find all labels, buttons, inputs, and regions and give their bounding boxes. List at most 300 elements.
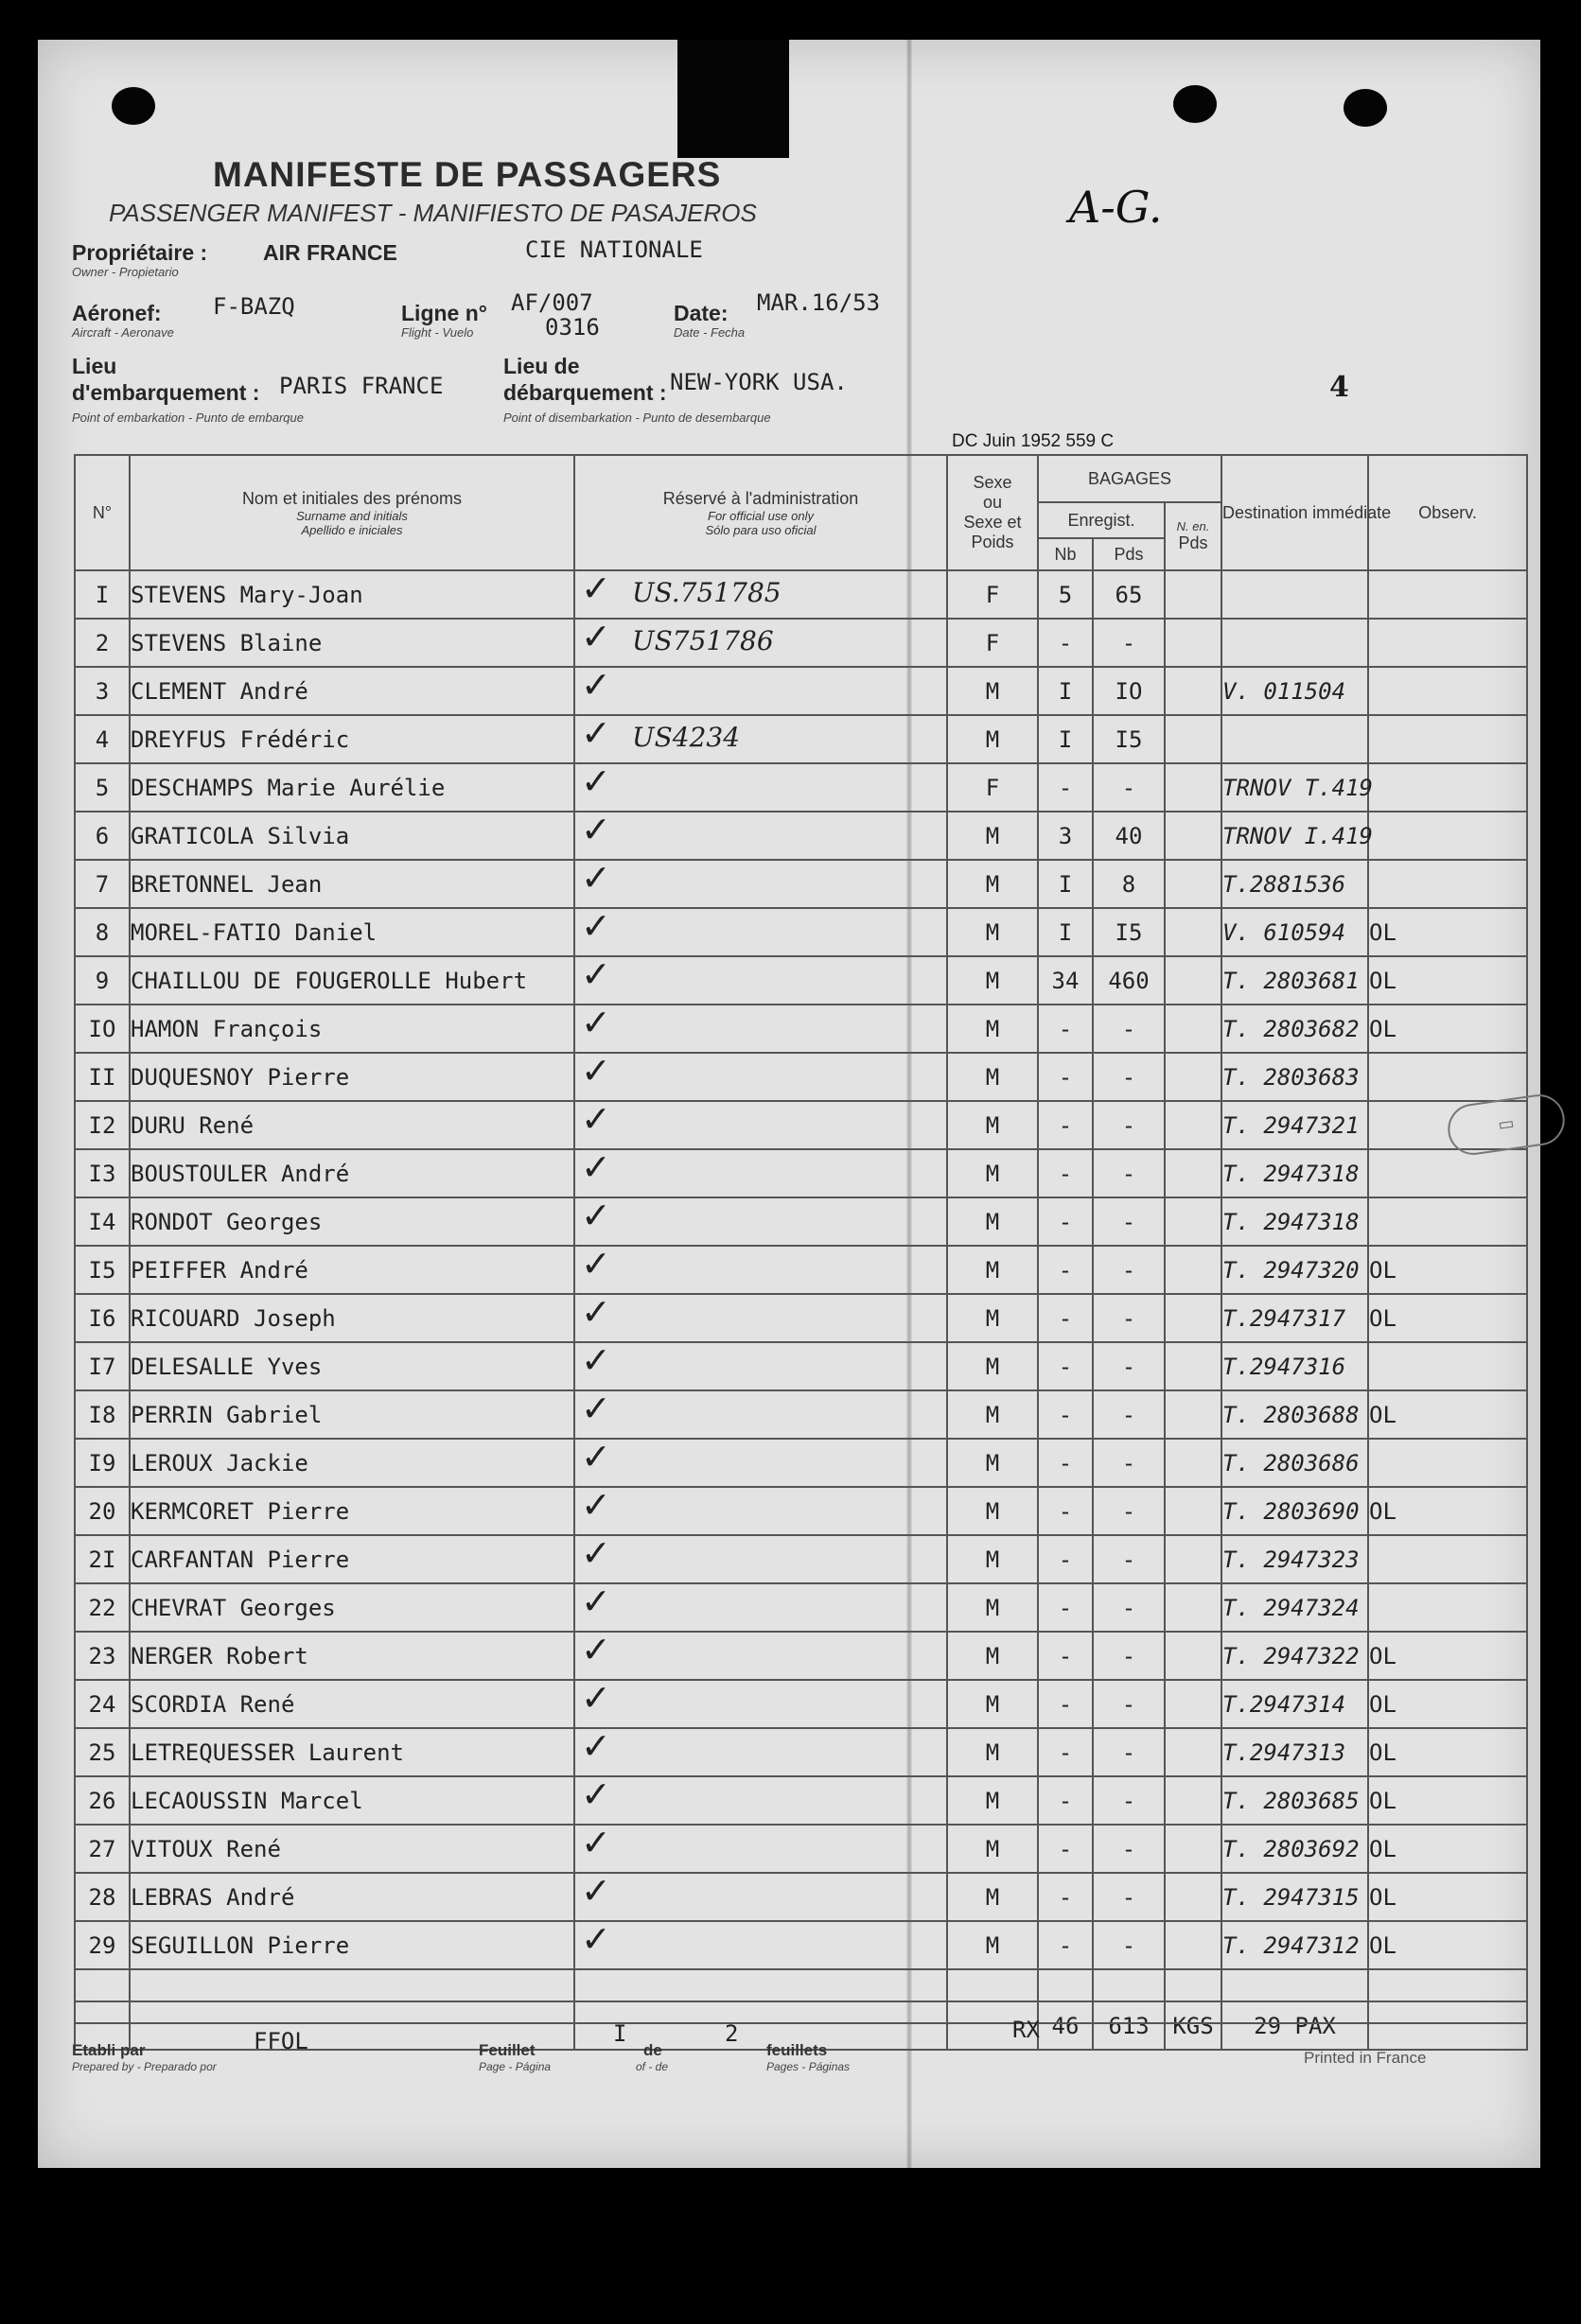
ink-stamp: ▭: [1445, 1092, 1568, 1159]
passenger-row: [75, 1005, 1527, 1053]
passenger-row: [75, 1921, 1527, 1969]
check-mark-icon: ✓: [581, 1002, 611, 1043]
passenger-observation: [1368, 763, 1527, 812]
passenger-sex: F: [947, 619, 1038, 667]
passenger-destination: [1221, 570, 1368, 619]
baggage-count: 34: [1038, 956, 1093, 1005]
passenger-destination: T. 2803686: [1221, 1439, 1368, 1487]
passenger-row: [75, 1873, 1527, 1921]
check-mark-icon: ✓: [581, 664, 611, 706]
col-header-observ: Observ.: [1368, 455, 1527, 570]
passenger-reserve: [574, 1583, 947, 1632]
prepared-by-value: FFOL: [254, 2028, 308, 2054]
check-mark-icon: ✓: [581, 1725, 611, 1767]
total-bag-count: 46: [1038, 2001, 1093, 2050]
baggage-unregistered: [1165, 908, 1221, 956]
baggage-count: I: [1038, 908, 1093, 956]
passenger-name: RICOUARD Joseph: [130, 1294, 574, 1342]
baggage-count: -: [1038, 619, 1093, 667]
baggage-weight: -: [1093, 1680, 1165, 1728]
baggage-unregistered: [1165, 1776, 1221, 1825]
punch-hole: [1173, 85, 1217, 123]
passenger-destination: TRNOV T.419: [1221, 763, 1368, 812]
baggage-count: -: [1038, 1053, 1093, 1101]
passenger-row: [75, 1583, 1527, 1632]
baggage-count: -: [1038, 1487, 1093, 1535]
passenger-reserve: [574, 1776, 947, 1825]
passenger-reserve: [574, 1050, 947, 1101]
disembark-label-2: débarquement :: [503, 380, 667, 405]
passenger-sex: M: [947, 1921, 1038, 1969]
baggage-weight: -: [1093, 1921, 1165, 1969]
reserve-value: US.751785: [632, 577, 782, 608]
owner-typed: CIE NATIONALE: [525, 236, 703, 263]
passenger-name: SCORDIA René: [130, 1680, 574, 1728]
passenger-number: 28: [75, 1873, 130, 1921]
passenger-destination: T. 2947321: [1221, 1101, 1368, 1149]
passenger-number: 8: [75, 908, 130, 956]
baggage-weight: -: [1093, 1005, 1165, 1053]
disembark-label-1: Lieu de: [503, 354, 580, 378]
baggage-count: I: [1038, 860, 1093, 908]
passenger-reserve: [574, 1629, 947, 1680]
passenger-destination: T.2947314: [1221, 1680, 1368, 1728]
passenger-sex: M: [947, 1342, 1038, 1390]
passenger-number: II: [75, 1053, 130, 1101]
disembark-sublabel: Point of disembarkation - Punto de desembarque: [503, 411, 771, 425]
passenger-observation: [1368, 715, 1527, 763]
passenger-reserve: [574, 1822, 947, 1873]
check-mark-icon: ✓: [581, 1098, 611, 1140]
baggage-weight: I5: [1093, 715, 1165, 763]
passenger-sex: M: [947, 812, 1038, 860]
passenger-observation: [1368, 1149, 1527, 1197]
aircraft-value: F-BAZQ: [213, 293, 295, 320]
baggage-unregistered: [1165, 1680, 1221, 1728]
passenger-sex: M: [947, 1053, 1038, 1101]
passenger-number: I5: [75, 1246, 130, 1294]
baggage-count: -: [1038, 1294, 1093, 1342]
passenger-row: [75, 956, 1527, 1005]
passenger-sex: M: [947, 1487, 1038, 1535]
passenger-reserve: [574, 712, 947, 763]
passenger-reserve: [574, 1436, 947, 1487]
passenger-reserve: [574, 953, 947, 1005]
passenger-reserve: [574, 857, 947, 908]
passenger-destination: T. 2947312: [1221, 1921, 1368, 1969]
baggage-unregistered: [1165, 1921, 1221, 1969]
passenger-number: 5: [75, 763, 130, 812]
passenger-observation: OL: [1368, 1728, 1527, 1776]
passenger-destination: V. 610594: [1221, 908, 1368, 956]
passenger-destination: T. 2803685: [1221, 1776, 1368, 1825]
passenger-reserve: [574, 1532, 947, 1583]
passenger-number: 2I: [75, 1535, 130, 1583]
passenger-row: [75, 1632, 1527, 1680]
check-mark-icon: ✓: [581, 1918, 611, 1960]
passenger-reserve: [574, 1098, 947, 1149]
reserve-value: US4234: [632, 722, 741, 753]
col-header-nb: Nb: [1038, 538, 1093, 570]
passenger-name: DURU René: [130, 1101, 574, 1149]
date-label: Date:: [674, 301, 729, 325]
passenger-destination: TRNOV I.419: [1221, 812, 1368, 860]
passenger-name: VITOUX René: [130, 1825, 574, 1873]
embark-sublabel: Point of embarkation - Punto de embarque: [72, 411, 304, 425]
passenger-sex: M: [947, 1005, 1038, 1053]
passenger-name: LETREQUESSER Laurent: [130, 1728, 574, 1776]
passenger-destination: T. 2947324: [1221, 1583, 1368, 1632]
passenger-number: I3: [75, 1149, 130, 1197]
passenger-reserve: [574, 1243, 947, 1294]
col-header-bagages: BAGAGES: [1038, 455, 1221, 502]
baggage-count: -: [1038, 1921, 1093, 1969]
check-mark-icon: ✓: [581, 1195, 611, 1236]
rx-mark: RX: [1012, 2017, 1040, 2043]
baggage-unregistered: [1165, 860, 1221, 908]
check-mark-icon: ✓: [581, 1870, 611, 1912]
baggage-count: I: [1038, 667, 1093, 715]
passenger-reserve: [574, 570, 947, 619]
baggage-unregistered: [1165, 1439, 1221, 1487]
baggage-count: -: [1038, 1246, 1093, 1294]
baggage-count: -: [1038, 763, 1093, 812]
passenger-row: [75, 1053, 1527, 1101]
passenger-sex: M: [947, 860, 1038, 908]
passenger-reserve: [574, 1339, 947, 1390]
check-mark-icon: ✓: [581, 1050, 611, 1092]
baggage-unregistered: [1165, 956, 1221, 1005]
passenger-row: [75, 715, 1527, 763]
owner-value: AIR FRANCE: [263, 240, 397, 265]
passenger-name: DESCHAMPS Marie Aurélie: [130, 763, 574, 812]
passenger-observation: OL: [1368, 1921, 1527, 1969]
passenger-sex: M: [947, 908, 1038, 956]
footer-rule: [74, 2022, 1526, 2024]
passenger-reserve: [574, 1390, 947, 1439]
baggage-count: -: [1038, 1680, 1093, 1728]
check-mark-icon: ✓: [581, 760, 611, 802]
passenger-observation: OL: [1368, 956, 1527, 1005]
passenger-observation: OL: [1368, 1487, 1527, 1535]
punch-hole: [112, 87, 155, 125]
passenger-observation: [1368, 1053, 1527, 1101]
check-mark-icon: ✓: [581, 905, 611, 947]
date-sublabel: Date - Fecha: [674, 325, 746, 340]
passenger-row: [75, 1487, 1527, 1535]
baggage-weight: IO: [1093, 667, 1165, 715]
passenger-observation: OL: [1368, 1776, 1527, 1825]
passenger-number: I4: [75, 1197, 130, 1246]
passenger-observation: OL: [1368, 1873, 1527, 1921]
baggage-weight: 460: [1093, 956, 1165, 1005]
of-sublabel: of - de: [636, 2060, 669, 2073]
passenger-sex: M: [947, 1197, 1038, 1246]
passenger-sex: M: [947, 1680, 1038, 1728]
passenger-name: BOUSTOULER André: [130, 1149, 574, 1197]
passenger-reserve: [574, 664, 947, 715]
passenger-row: [75, 1680, 1527, 1728]
prepared-by-label: Etabli par: [72, 2041, 146, 2059]
baggage-unregistered: [1165, 1294, 1221, 1342]
sheet-number: 4: [1329, 371, 1349, 404]
owner-label: Propriétaire :: [72, 240, 208, 265]
aircraft-sublabel: Aircraft - Aeronave: [72, 325, 174, 340]
passenger-destination: T. 2947323: [1221, 1535, 1368, 1583]
page-sublabel: Page - Página: [479, 2060, 552, 2073]
passenger-reserve: [574, 1677, 947, 1728]
passenger-name: SEGUILLON Pierre: [130, 1921, 574, 1969]
passenger-number: 3: [75, 667, 130, 715]
passenger-name: MOREL-FATIO Daniel: [130, 908, 574, 956]
passenger-sex: M: [947, 1535, 1038, 1583]
passenger-sex: M: [947, 1101, 1038, 1149]
passenger-sex: M: [947, 715, 1038, 763]
passenger-table: [74, 454, 1528, 2051]
check-mark-icon: ✓: [581, 809, 611, 850]
baggage-weight: -: [1093, 1825, 1165, 1873]
check-mark-icon: ✓: [581, 1291, 611, 1333]
passenger-name: RONDOT Georges: [130, 1197, 574, 1246]
passenger-sex: M: [947, 1776, 1038, 1825]
passenger-reserve: [574, 1725, 947, 1776]
flight-label: Ligne n°: [401, 301, 487, 325]
baggage-weight: -: [1093, 1101, 1165, 1149]
passenger-name: LECAOUSSIN Marcel: [130, 1776, 574, 1825]
passenger-number: 7: [75, 860, 130, 908]
passenger-number: 2: [75, 619, 130, 667]
reserve-value: US751786: [632, 625, 774, 656]
passenger-destination: T.2947317: [1221, 1294, 1368, 1342]
baggage-weight: -: [1093, 1873, 1165, 1921]
baggage-weight: -: [1093, 1197, 1165, 1246]
baggage-count: -: [1038, 1439, 1093, 1487]
passenger-row: [75, 812, 1527, 860]
passenger-row: [75, 619, 1527, 667]
passenger-reserve: [574, 1918, 947, 1969]
baggage-unregistered: [1165, 1053, 1221, 1101]
of-label: de: [643, 2041, 662, 2059]
passenger-sex: M: [947, 1390, 1038, 1439]
total-pages-value: 2: [725, 2020, 739, 2047]
passenger-row: [75, 1728, 1527, 1776]
passenger-name: DUQUESNOY Pierre: [130, 1053, 574, 1101]
passenger-observation: [1368, 860, 1527, 908]
baggage-count: -: [1038, 1342, 1093, 1390]
passenger-number: 26: [75, 1776, 130, 1825]
passenger-row: [75, 1825, 1527, 1873]
check-mark-icon: ✓: [581, 1629, 611, 1670]
baggage-count: 3: [1038, 812, 1093, 860]
baggage-unregistered: [1165, 1632, 1221, 1680]
passenger-reserve: [574, 1870, 947, 1921]
check-mark-icon: ✓: [581, 616, 611, 657]
form-code: DC Juin 1952 559 C: [952, 431, 1115, 451]
baggage-count: -: [1038, 1873, 1093, 1921]
check-mark-icon: ✓: [581, 1484, 611, 1526]
baggage-weight: -: [1093, 763, 1165, 812]
baggage-unregistered: [1165, 1342, 1221, 1390]
baggage-unregistered: [1165, 763, 1221, 812]
passenger-name: LEROUX Jackie: [130, 1439, 574, 1487]
prepared-by-sublabel: Prepared by - Preparado por: [72, 2060, 217, 2073]
col-header-pds: Pds: [1093, 538, 1165, 570]
owner-sublabel: Owner - Propietario: [72, 265, 179, 279]
baggage-count: -: [1038, 1005, 1093, 1053]
passenger-observation: OL: [1368, 1005, 1527, 1053]
passenger-name: CLEMENT André: [130, 667, 574, 715]
baggage-unregistered: [1165, 1825, 1221, 1873]
embark-value: PARIS FRANCE: [279, 373, 444, 399]
check-mark-icon: ✓: [581, 1146, 611, 1188]
baggage-unregistered: [1165, 1005, 1221, 1053]
passenger-observation: [1368, 1197, 1527, 1246]
passenger-sex: M: [947, 1294, 1038, 1342]
passenger-number: 20: [75, 1487, 130, 1535]
col-header-name: Nom et initiales des prénoms Surname and initials Apellido e iniciales: [130, 455, 574, 570]
baggage-count: -: [1038, 1632, 1093, 1680]
punch-hole: [1344, 89, 1387, 127]
baggage-count: -: [1038, 1149, 1093, 1197]
baggage-weight: -: [1093, 1776, 1165, 1825]
passenger-sex: M: [947, 956, 1038, 1005]
pages-label: feuillets: [766, 2041, 828, 2059]
baggage-unregistered: [1165, 619, 1221, 667]
manifest-title: MANIFESTE DE PASSAGERS: [213, 155, 722, 194]
passenger-number: 4: [75, 715, 130, 763]
check-mark-icon: ✓: [581, 1774, 611, 1815]
passenger-row: [75, 1149, 1527, 1197]
check-mark-icon: ✓: [581, 1581, 611, 1622]
baggage-unregistered: [1165, 1101, 1221, 1149]
passenger-destination: [1221, 715, 1368, 763]
baggage-count: I: [1038, 715, 1093, 763]
passenger-number: I7: [75, 1342, 130, 1390]
passenger-destination: T. 2947318: [1221, 1149, 1368, 1197]
aircraft-label: Aéronef:: [72, 301, 162, 325]
passenger-name: PERRIN Gabriel: [130, 1390, 574, 1439]
baggage-weight: -: [1093, 1053, 1165, 1101]
passenger-observation: OL: [1368, 1825, 1527, 1873]
passenger-reserve: [574, 1484, 947, 1535]
passenger-number: 29: [75, 1921, 130, 1969]
total-unit: KGS: [1165, 2001, 1221, 2050]
col-header-non-enregist: N. en. Pds: [1165, 502, 1221, 570]
total-pax: 29 PAX: [1221, 2001, 1368, 2050]
baggage-weight: -: [1093, 1583, 1165, 1632]
passenger-destination: T. 2803690: [1221, 1487, 1368, 1535]
baggage-weight: -: [1093, 619, 1165, 667]
passenger-observation: [1368, 1342, 1527, 1390]
passenger-reserve: [574, 809, 947, 860]
passenger-sex: M: [947, 1873, 1038, 1921]
baggage-unregistered: [1165, 667, 1221, 715]
passenger-number: 23: [75, 1632, 130, 1680]
passenger-reserve: [574, 616, 947, 667]
col-header-enregist: Enregist.: [1038, 502, 1165, 538]
passenger-row: [75, 1535, 1527, 1583]
passenger-row: [75, 1439, 1527, 1487]
baggage-weight: -: [1093, 1294, 1165, 1342]
passenger-sex: M: [947, 1728, 1038, 1776]
passenger-observation: [1368, 619, 1527, 667]
passenger-observation: OL: [1368, 1294, 1527, 1342]
baggage-unregistered: [1165, 1149, 1221, 1197]
passenger-number: 24: [75, 1680, 130, 1728]
baggage-unregistered: [1165, 1390, 1221, 1439]
baggage-weight: -: [1093, 1246, 1165, 1294]
check-mark-icon: ✓: [581, 1532, 611, 1574]
passenger-row: [75, 1342, 1527, 1390]
passenger-reserve: [574, 1197, 947, 1246]
passenger-number: 27: [75, 1825, 130, 1873]
passenger-name: CHAILLOU DE FOUGEROLLE Hubert: [130, 956, 574, 1005]
passenger-destination: T. 2803688: [1221, 1390, 1368, 1439]
baggage-unregistered: [1165, 570, 1221, 619]
check-mark-icon: ✓: [581, 857, 611, 899]
col-header-reserve: Réservé à l'administration For official use only Sólo para uso oficial: [574, 455, 947, 570]
baggage-weight: 65: [1093, 570, 1165, 619]
baggage-weight: -: [1093, 1149, 1165, 1197]
passenger-name: KERMCORET Pierre: [130, 1487, 574, 1535]
passenger-name: BRETONNEL Jean: [130, 860, 574, 908]
baggage-count: -: [1038, 1197, 1093, 1246]
passenger-observation: [1368, 1583, 1527, 1632]
flight-value: AF/007: [511, 289, 593, 316]
check-mark-icon: ✓: [581, 1677, 611, 1719]
passenger-destination: T. 2947320: [1221, 1246, 1368, 1294]
passenger-number: IO: [75, 1005, 130, 1053]
baggage-count: -: [1038, 1535, 1093, 1583]
passenger-destination: T. 2803682: [1221, 1005, 1368, 1053]
passenger-row: [75, 860, 1527, 908]
passenger-destination: T. 2947318: [1221, 1197, 1368, 1246]
passenger-sex: M: [947, 1149, 1038, 1197]
passenger-destination: T. 2947322: [1221, 1632, 1368, 1680]
baggage-weight: -: [1093, 1632, 1165, 1680]
passenger-number: 9: [75, 956, 130, 1005]
baggage-count: -: [1038, 1776, 1093, 1825]
passenger-name: DREYFUS Frédéric: [130, 715, 574, 763]
embark-label-1: Lieu: [72, 354, 117, 378]
check-mark-icon: ✓: [581, 712, 611, 754]
passenger-row: [75, 1101, 1527, 1149]
passenger-name: STEVENS Blaine: [130, 619, 574, 667]
passenger-sex: F: [947, 763, 1038, 812]
passenger-destination: V. 011504: [1221, 667, 1368, 715]
passenger-observation: [1368, 667, 1527, 715]
passenger-observation: OL: [1368, 1680, 1527, 1728]
passenger-name: NERGER Robert: [130, 1632, 574, 1680]
check-mark-icon: ✓: [581, 1436, 611, 1477]
flight-sublabel: Flight - Vuelo: [401, 325, 474, 340]
passenger-row: [75, 908, 1527, 956]
passenger-reserve: [574, 1146, 947, 1197]
passenger-sex: M: [947, 1246, 1038, 1294]
passenger-row: [75, 1776, 1527, 1825]
passenger-reserve: [574, 905, 947, 956]
passenger-observation: OL: [1368, 1246, 1527, 1294]
passenger-name: DELESALLE Yves: [130, 1342, 574, 1390]
baggage-weight: -: [1093, 1342, 1165, 1390]
passenger-name: HAMON François: [130, 1005, 574, 1053]
blank-row: [75, 1969, 1527, 2001]
baggage-weight: -: [1093, 1535, 1165, 1583]
embark-label-2: d'embarquement :: [72, 380, 260, 405]
check-mark-icon: ✓: [581, 1388, 611, 1429]
baggage-unregistered: [1165, 1535, 1221, 1583]
passenger-destination: T. 2803681: [1221, 956, 1368, 1005]
